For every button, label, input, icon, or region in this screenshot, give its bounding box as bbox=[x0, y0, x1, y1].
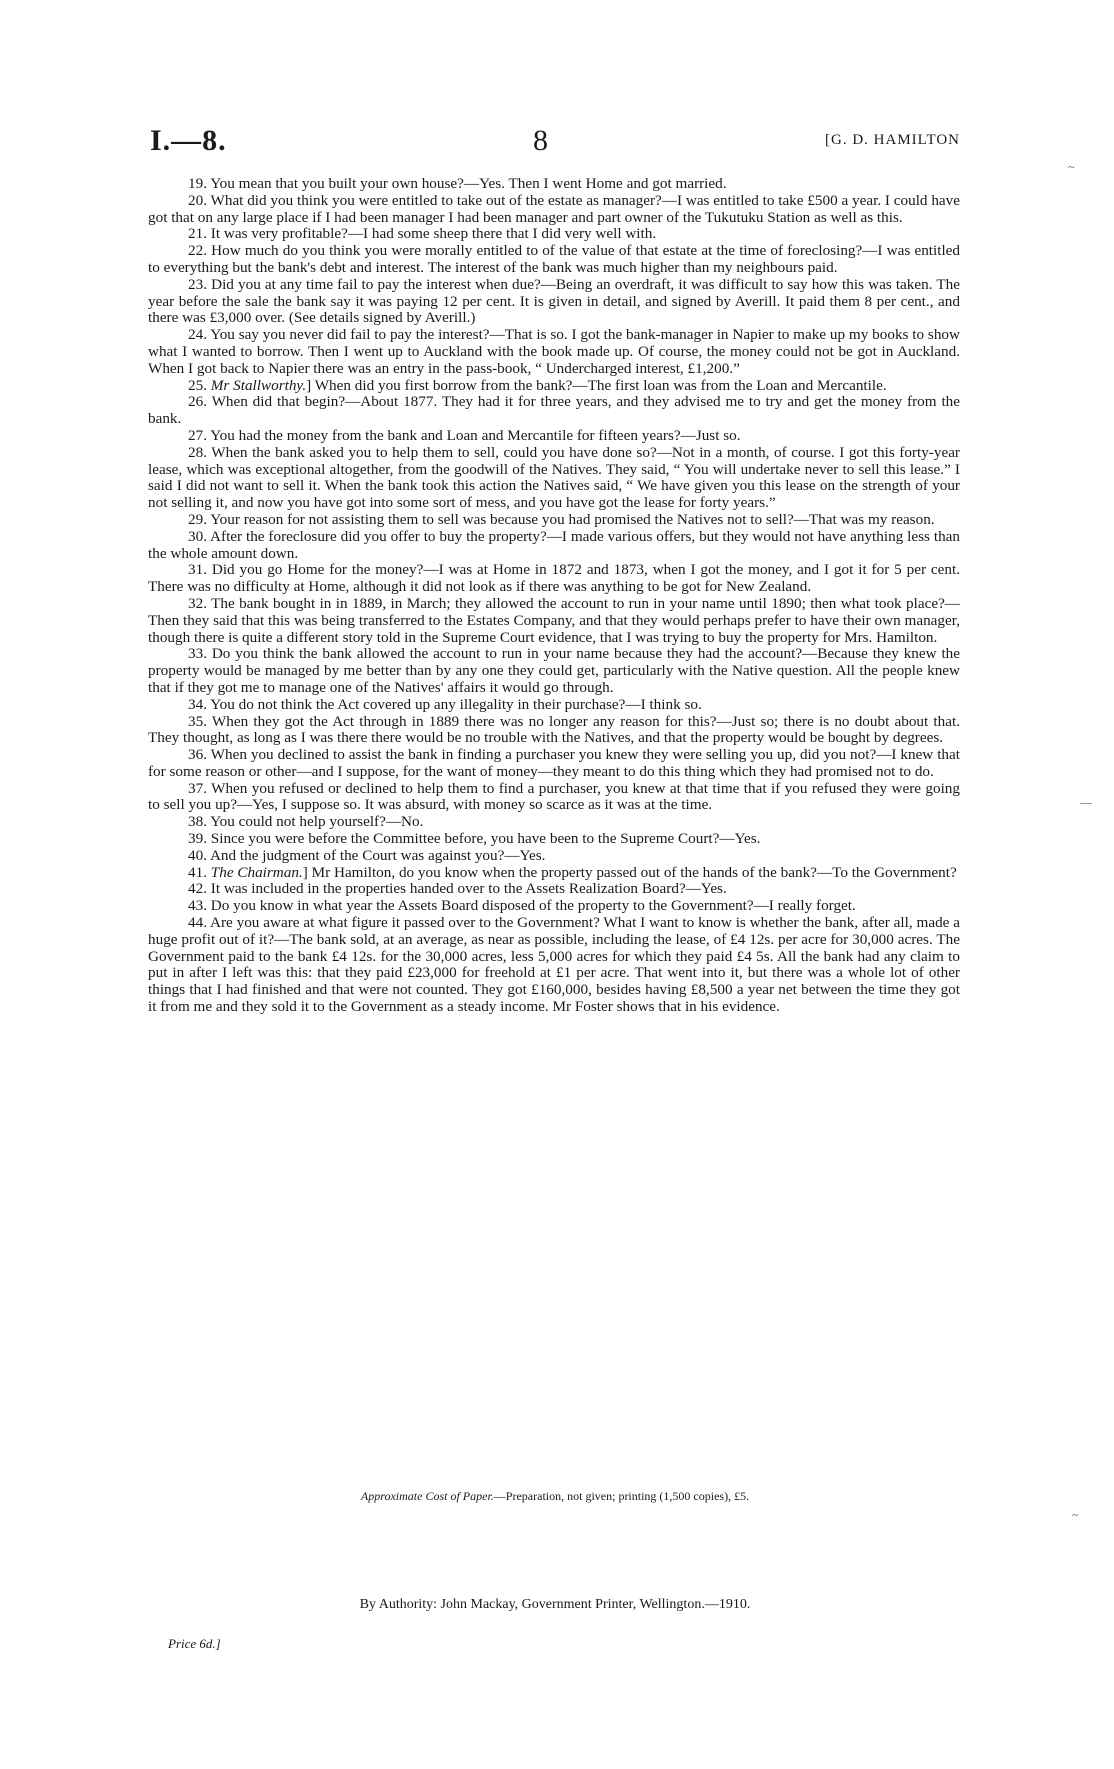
scan-mark-middle: — bbox=[1080, 795, 1092, 809]
question-43: 43. Do you know in what year the Assets Board disposed of the property to the Government?—I really forget. bbox=[188, 897, 856, 915]
question-21: 21. It was very profitable?—I had some sheep there that I did very well with. bbox=[188, 225, 657, 243]
witness-name: [G. D. HAMILTON bbox=[825, 132, 960, 148]
price-label: Price 6d.] bbox=[168, 1636, 221, 1651]
question-32: 32. The bank bought in in 1889, in March; they allowed the account to run in your name until 1890; then what took place?—Then they said that this was being transferred to the Estates Company, and that they would perhaps prefer to have their own manager, though there is quite a different story told in the Supreme Court evidence, that I was trying to buy the property for Mrs. Hamilton. bbox=[148, 594, 960, 646]
cost-label: Approximate Cost of Paper. bbox=[360, 1489, 494, 1503]
question-40: 40. And the judgment of the Court was against you?—Yes. bbox=[188, 846, 546, 864]
document-reference: I.—8. bbox=[150, 124, 227, 157]
question-25 bbox=[148, 378, 960, 395]
cost-text: —Preparation, not given; printing (1,500 copies), £5. bbox=[493, 1489, 750, 1503]
question-30: 30. After the foreclosure did you offer to buy the property?—I made various offers, but they would not have anything less than the whole amount down. bbox=[148, 527, 960, 562]
printer-imprint: By Authority: John Mackay, Government Printer, Wellington.—1910. bbox=[359, 1597, 751, 1612]
question-36: 36. When you declined to assist the bank in finding a purchaser you knew they were selling you up, did you not?—I knew that for some reason or other—and I suppose, for the want of money—they meant to do this thing which they had promised not to do. bbox=[148, 746, 960, 780]
question-37: 37. When you refused or declined to help them to find a purchaser, you knew at that time that if you refused they were going to sell you up?—Yes, I suppose so. It was absurd, with money so scarce as it was at the time. bbox=[148, 779, 960, 814]
question-27: 27. You had the money from the bank and Loan and Mercantile for fifteen years?—Just so. bbox=[188, 426, 741, 444]
question-35: 35. When they got the Act through in 1889 there was no longer any reason for this?—Just so; there is no doubt about that. They thought, as long as I was there there would be no trouble with the Natives, and that the property would be bought by degrees. bbox=[148, 712, 960, 747]
question-44: 44. Are you aware at what figure it passed over to the Government? What I want to know is whether the bank, after all, made a huge profit out of it?—The bank sold, at an average, as near as possible, including the lease, of £4 12s. per acre for 30,000 acres. The Government paid to the bank £4 12s. for the 30,000 acres, less 5,000 acres for which they paid £4 5s. All the bank had any claim to put in after I left was this: that they paid £23,000 for freehold at £1 per acre. That went into it, but there was a whole lot of other things that I had finished and that were not counted. They got £160,000, besides having £8,500 a year net between the time they got it from me and they sold it to the Government as a steady income. Mr Foster shows that in his evidence. bbox=[148, 914, 960, 1016]
question-25-text: ] When did you first borrow from the bank?—The first loan was from the Loan and Mercantile. bbox=[306, 376, 887, 394]
scan-mark-bottom: ~ bbox=[1072, 1508, 1079, 1522]
question-23: 23. Did you at any time fail to pay the interest when due?—Being an overdraft, it was difficult to say how this was taken. The year before the sale the bank say it was paying 12 per cent. It is given in detail, and signed by Averill. It paid them 8 per cent., and there was £3,000 over. (See details signed by Averill.) bbox=[148, 275, 960, 327]
question-41-text: ] Mr Hamilton, do you know when the property passed out of the hands of the bank?—To the Government? bbox=[302, 863, 957, 881]
question-31: 31. Did you go Home for the money?—I was at Home in 1872 and 1873, when I got the money, and I got it for 5 per cent. There was no difficulty at Home, although it did not look as if there was anything to be got for New Zealand. bbox=[148, 561, 960, 596]
scan-mark-top: ~ bbox=[1068, 160, 1075, 174]
testimony-body bbox=[148, 176, 960, 1016]
cost-of-paper-note bbox=[150, 1489, 960, 1504]
question-34: 34. You do not think the Act covered up any illegality in their purchase?—I think so. bbox=[188, 695, 702, 713]
question-41-number: 41. bbox=[188, 863, 207, 881]
page-number: 8 bbox=[533, 124, 548, 157]
page-header bbox=[150, 124, 960, 164]
question-25-number: 25. bbox=[188, 376, 207, 394]
question-41-speaker: The Chairman. bbox=[210, 863, 303, 881]
question-39: 39. Since you were before the Committee before, you have been to the Supreme Court?—Yes. bbox=[188, 830, 761, 848]
question-29: 29. Your reason for not assisting them to sell was because you had promised the Natives not to sell?—That was my reason. bbox=[188, 510, 935, 528]
question-33: 33. Do you think the bank allowed the account to run in your name because they had the account?—Because they knew the property would be managed by me better than by any one they could get, particularly with the Native question. All the people knew that if they got me to manage one of the Natives' affairs it would go through. bbox=[148, 645, 960, 696]
question-20: 20. What did you think you were entitled to take out of the estate as manager?—I was entitled to take £500 a year. I could have got that on any large place if I had been manager I had been manager and part owner of the Tukutuku Station as well as this. bbox=[148, 191, 960, 226]
question-26: 26. When did that begin?—About 1877. They had it for three years, and they advised me to try and get the money from the bank. bbox=[148, 393, 960, 428]
question-38: 38. You could not help yourself?—No. bbox=[188, 813, 424, 831]
question-25-speaker: Mr Stallworthy. bbox=[210, 376, 307, 394]
question-19: 19. You mean that you built your own house?—Yes. Then I went Home and got married. bbox=[188, 175, 727, 192]
question-42: 42. It was included in the properties handed over to the Assets Realization Board?—Yes. bbox=[188, 880, 727, 898]
question-24: 24. You say you never did fail to pay the interest?—That is so. I got the bank-manager in Napier to make up my books to show what I wanted to borrow. Then I went up to Auckland with the book made up. Of course, the money could not be got in Auckland. When I got back to Napier there was an entry in the pass-book, “ Undercharged interest, £1,200.” bbox=[148, 326, 960, 377]
question-41 bbox=[148, 865, 960, 882]
question-22: 22. How much do you think you were morally entitled to of the value of that estate at the time of foreclosing?—I was entitled to everything but the bank's debt and interest. The interest of the bank was much higher than my neighbours paid. bbox=[148, 242, 960, 276]
question-28: 28. When the bank asked you to help them to sell, could you have done so?—Not in a month, of course. I got this forty-year lease, which was exceptional altogether, from the goodwill of the Natives. They said, “ You will undertake never to sell this lease.” I said I did not want to sell it. When the bank took this action the Natives said, “ We have given you this lease on the strength of your not selling it, and now you have got into some sort of mess, and you have got the lease for forty years.” bbox=[148, 443, 960, 512]
